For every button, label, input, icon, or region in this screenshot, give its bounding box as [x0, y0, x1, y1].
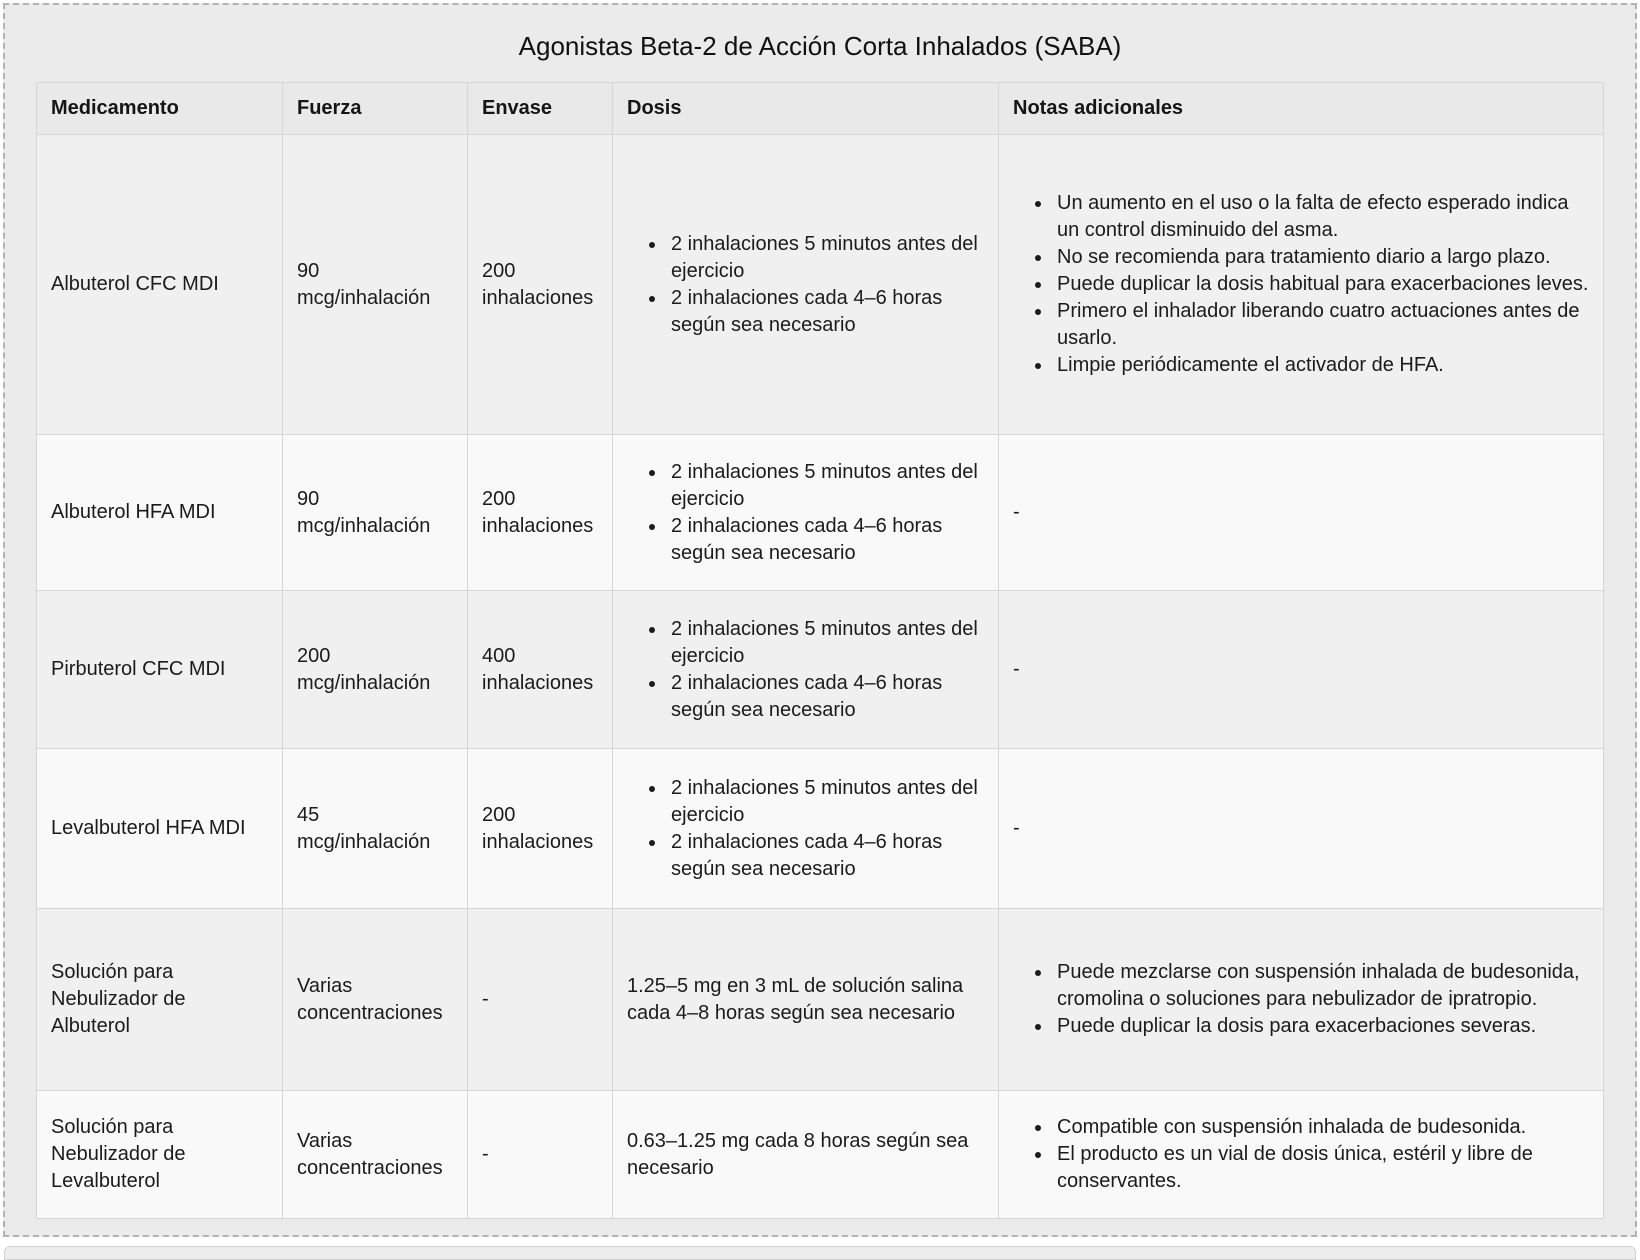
dose-cell-list — [627, 775, 984, 883]
notes-cell — [999, 909, 1604, 1091]
table-row — [37, 135, 1604, 435]
package-cell: 200 inhalaciones — [468, 435, 613, 591]
table-header-row — [37, 83, 1604, 135]
dose-cell-list — [627, 459, 984, 567]
dose-cell-item: • 2 inhalaciones cada 4–6 horas según sea necesario — [667, 829, 984, 883]
strength-cell: 90 mcg/inhalación — [283, 135, 468, 435]
notes-cell-item: • Puede mezclarse con suspensión inhalada de budesonida, cromolina o soluciones para nebulizador de ipratropio. — [1053, 959, 1589, 1013]
notes-cell-list — [1013, 1114, 1589, 1195]
notes-cell-item: • El producto es un vial de dosis única, estéril y libre de conservantes. — [1053, 1141, 1589, 1195]
dose-cell-item: • 2 inhalaciones 5 minutos antes del ejercicio — [667, 775, 984, 829]
package-cell: - — [468, 909, 613, 1091]
medication-cell: Levalbuterol HFA MDI — [37, 749, 283, 909]
package-cell: 200 inhalaciones — [468, 749, 613, 909]
notes-cell: - — [999, 591, 1604, 749]
document-page — [3, 3, 1637, 1237]
strength-cell: Varias concentraciones — [283, 909, 468, 1091]
dose-cell-item: • 2 inhalaciones 5 minutos antes del ejercicio — [667, 231, 984, 285]
col-header-fuerza: Fuerza — [283, 83, 468, 135]
medication-cell: Albuterol HFA MDI — [37, 435, 283, 591]
medication-cell: Solución para Nebulizador de Levalbuterol — [37, 1091, 283, 1219]
next-page-edge — [4, 1246, 1636, 1260]
col-header-notas: Notas adicionales — [999, 83, 1604, 135]
dose-cell-item: • 2 inhalaciones 5 minutos antes del ejercicio — [667, 459, 984, 513]
notes-cell-list — [1013, 190, 1589, 379]
saba-table — [36, 82, 1604, 1219]
table-row — [37, 909, 1604, 1091]
dose-cell-item: • 2 inhalaciones cada 4–6 horas según sea necesario — [667, 513, 984, 567]
medication-cell: Solución para Nebulizador de Albuterol — [37, 909, 283, 1091]
notes-cell-item: • Puede duplicar la dosis para exacerbaciones severas. — [1053, 1013, 1589, 1040]
notes-cell-item: • Primero el inhalador liberando cuatro actuaciones antes de usarlo. — [1053, 298, 1589, 352]
col-header-dosis: Dosis — [613, 83, 999, 135]
dose-cell-item: • 2 inhalaciones cada 4–6 horas según sea necesario — [667, 670, 984, 724]
notes-cell-item: • Un aumento en el uso o la falta de efecto esperado indica un control disminuido del asma. — [1053, 190, 1589, 244]
notes-cell: - — [999, 749, 1604, 909]
strength-cell: 90 mcg/inhalación — [283, 435, 468, 591]
strength-cell: 200 mcg/inhalación — [283, 591, 468, 749]
strength-cell: 45 mcg/inhalación — [283, 749, 468, 909]
package-cell: - — [468, 1091, 613, 1219]
col-header-envase: Envase — [468, 83, 613, 135]
notes-cell — [999, 1091, 1604, 1219]
dose-cell-list — [627, 616, 984, 724]
table-row — [37, 1091, 1604, 1219]
notes-cell-item: • Limpie periódicamente el activador de HFA. — [1053, 352, 1589, 379]
dose-cell — [613, 435, 999, 591]
dose-cell-item: • 2 inhalaciones cada 4–6 horas según sea necesario — [667, 285, 984, 339]
package-cell: 400 inhalaciones — [468, 591, 613, 749]
notes-cell — [999, 135, 1604, 435]
dose-cell-list — [627, 231, 984, 339]
page-title: Agonistas Beta-2 de Acción Corta Inhalados (SABA) — [518, 31, 1122, 61]
medication-cell: Pirbuterol CFC MDI — [37, 591, 283, 749]
package-cell: 200 inhalaciones — [468, 135, 613, 435]
notes-cell-item: • No se recomienda para tratamiento diario a largo plazo. — [1053, 244, 1589, 271]
table-row — [37, 435, 1604, 591]
dose-cell: 1.25–5 mg en 3 mL de solución salina cada 4–8 horas según sea necesario — [613, 909, 999, 1091]
col-header-medicamento: Medicamento — [37, 83, 283, 135]
strength-cell: Varias concentraciones — [283, 1091, 468, 1219]
notes-cell-item: • Compatible con suspensión inhalada de budesonida. — [1053, 1114, 1589, 1141]
table-body — [37, 135, 1604, 1219]
medication-cell: Albuterol CFC MDI — [37, 135, 283, 435]
dose-cell — [613, 135, 999, 435]
notes-cell-list — [1013, 959, 1589, 1040]
dose-cell — [613, 749, 999, 909]
notes-cell-item: • Puede duplicar la dosis habitual para exacerbaciones leves. — [1053, 271, 1589, 298]
table-row — [37, 749, 1604, 909]
table-row — [37, 591, 1604, 749]
dose-cell-item: • 2 inhalaciones 5 minutos antes del ejercicio — [667, 616, 984, 670]
dose-cell — [613, 591, 999, 749]
dose-cell: 0.63–1.25 mg cada 8 horas según sea necesario — [613, 1091, 999, 1219]
notes-cell: - — [999, 435, 1604, 591]
